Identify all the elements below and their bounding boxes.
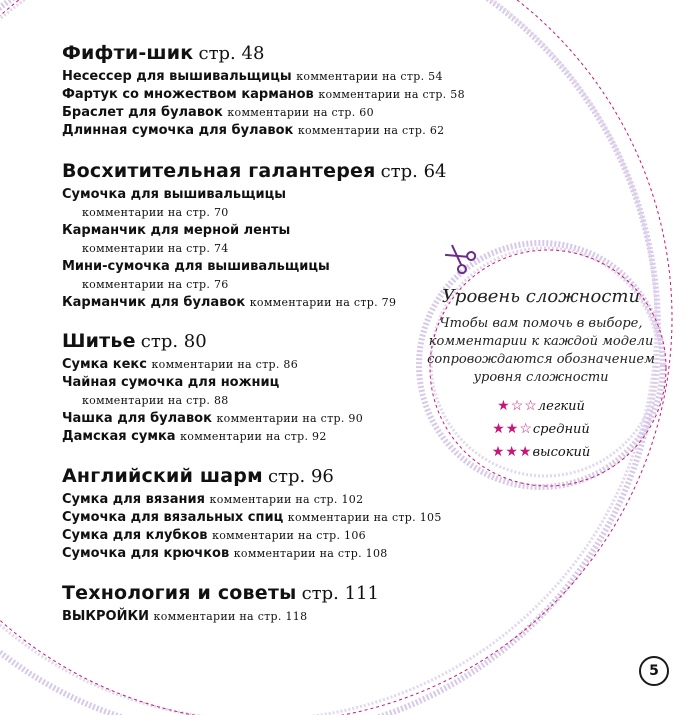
entry-title: Сумка кекс (62, 357, 147, 372)
difficulty-description: Чтобы вам помочь в выборе, комментарии к каждой модели сопровождаются обозначением уровня сложности (427, 316, 655, 385)
entry-title: ВЫКРОЙКИ (62, 609, 149, 624)
section-page: стр. 64 (380, 161, 447, 182)
entry-title: Сумка для вязания (62, 492, 205, 507)
entry-title: Карманчик для булавок (62, 295, 246, 310)
entry-title: Дамская сумка (62, 429, 176, 444)
difficulty-levels (418, 395, 664, 464)
entry-ref: комментарии на стр. 76 (82, 278, 229, 291)
toc-entry (62, 294, 447, 312)
entry-ref: комментарии на стр. 74 (82, 242, 229, 255)
toc-entry (62, 356, 363, 374)
entry-ref: комментарии на стр. 62 (297, 124, 445, 137)
entry-ref: комментарии на стр. 90 (216, 412, 364, 425)
section-title: Восхитительная галантерея (62, 160, 376, 182)
level-label: высокий (532, 445, 591, 460)
difficulty-level-medium (418, 418, 664, 441)
toc-entry (62, 410, 363, 428)
toc-section (62, 465, 442, 563)
entry-ref: комментарии на стр. 54 (296, 70, 443, 83)
entry-title: Длинная сумочка для булавок (62, 123, 294, 138)
entry-ref: комментарии на стр. 92 (180, 430, 327, 443)
toc-entry (62, 527, 442, 545)
entry-title: Фартук со множеством карманов (62, 87, 314, 102)
toc-entry (62, 122, 465, 140)
toc-section (62, 582, 379, 626)
entry-ref: комментарии на стр. 79 (249, 296, 397, 309)
toc-entry (62, 509, 442, 527)
entry-title: Чайная сумочка для ножниц (62, 375, 280, 390)
section-page: стр. 48 (198, 43, 265, 64)
entry-ref: комментарии на стр. 105 (287, 511, 442, 524)
toc-entry (62, 491, 442, 509)
section-title: Английский шарм (62, 465, 263, 487)
entry-ref: комментарии на стр. 118 (153, 610, 308, 623)
section-title: Шитье (62, 330, 136, 352)
section-title: Технология и советы (62, 582, 297, 604)
entry-title: Мини-сумочка для вышивальщицы (62, 259, 330, 274)
section-page: стр. 111 (301, 583, 379, 604)
entry-title: Чашка для булавок (62, 411, 212, 426)
scissors-icon (442, 240, 477, 275)
toc-entry (62, 608, 379, 626)
entry-ref: комментарии на стр. 60 (227, 106, 374, 119)
level-label: средний (532, 422, 590, 437)
toc-entry (62, 86, 465, 104)
page-number: 5 (639, 656, 669, 686)
entry-ref: комментарии на стр. 70 (82, 206, 229, 219)
entry-ref: комментарии на стр. 86 (151, 358, 299, 371)
section-page: стр. 96 (267, 466, 334, 487)
entry-ref: комментарии на стр. 102 (209, 493, 364, 506)
entry-title: Сумочка для вязальных спиц (62, 510, 284, 525)
section-title: Фифти-шик (62, 42, 194, 64)
toc-section (62, 330, 363, 446)
entry-title: Карманчик для мерной ленты (62, 223, 291, 238)
entry-ref: комментарии на стр. 88 (82, 394, 229, 407)
toc-section (62, 42, 465, 140)
level-label: легкий (537, 399, 585, 414)
entry-title: Сумка для клубков (62, 528, 208, 543)
section-page: стр. 80 (140, 331, 207, 352)
toc-entry (62, 68, 465, 86)
toc-entry (62, 545, 442, 563)
entry-ref: комментарии на стр. 106 (212, 529, 366, 542)
toc-section (62, 160, 447, 312)
entry-ref: комментарии на стр. 58 (318, 88, 465, 101)
toc-entry (62, 428, 363, 446)
difficulty-level-hard (418, 441, 664, 464)
entry-title: Несессер для вышивальщицы (62, 69, 292, 84)
toc-entry (62, 104, 465, 122)
star-icon: ★★★ (491, 444, 533, 460)
difficulty-title: Уровень сложности (441, 286, 641, 307)
difficulty-level-easy (418, 395, 664, 418)
difficulty-legend (418, 286, 664, 464)
entry-ref: комментарии на стр. 108 (233, 547, 388, 560)
entry-title: Сумочка для вышивальщицы (62, 187, 287, 202)
entry-title: Браслет для булавок (62, 105, 223, 120)
entry-title: Сумочка для крючков (62, 546, 230, 561)
star-icon: ★★☆ (492, 421, 533, 437)
star-icon: ★☆☆ (497, 398, 538, 414)
